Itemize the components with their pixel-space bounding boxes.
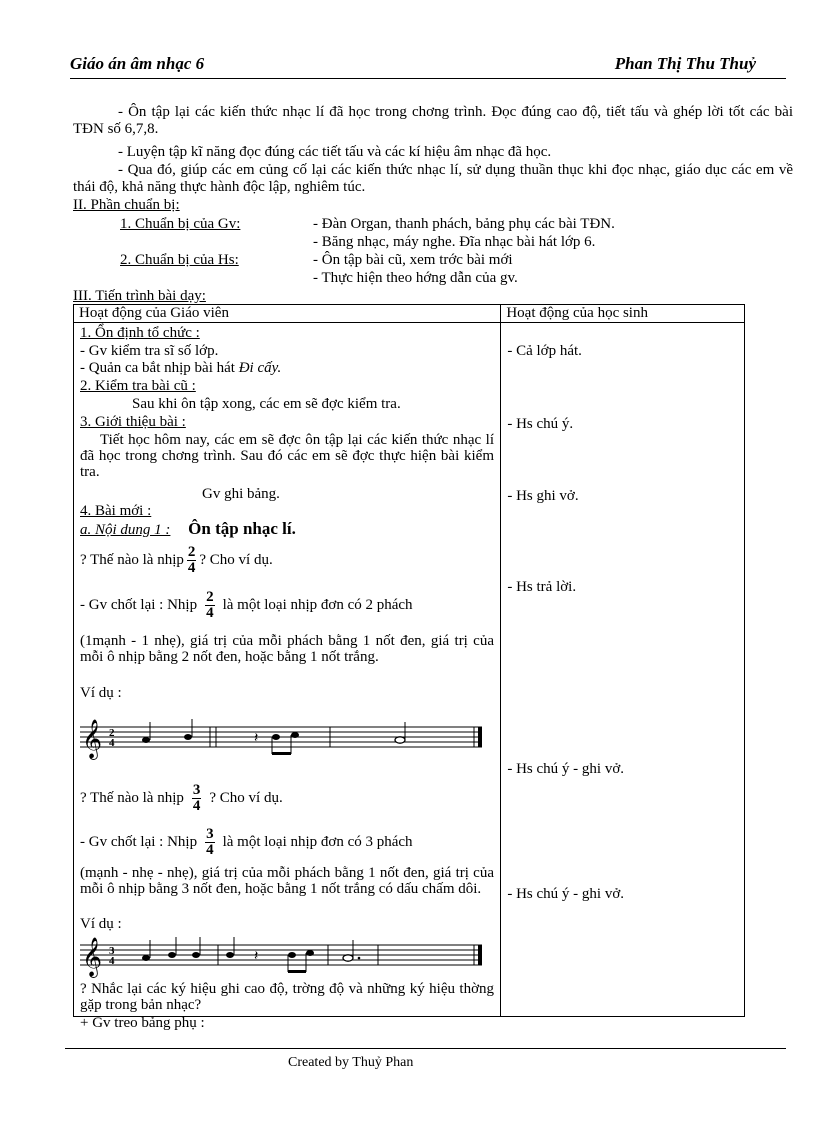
time-sig-3-4 (192, 783, 202, 814)
header-left: Giáo án âm nhạc 6 (70, 54, 205, 73)
time-sig-3-4 (205, 827, 215, 858)
s4-sub-label: a. Nội dung 1 : (80, 522, 171, 538)
s1-line-2-text: - Quản ca bắt nhịp bài hát (80, 360, 239, 376)
music-staff-3-4 (80, 927, 494, 983)
svg-text:4: 4 (109, 737, 115, 749)
time-sig-2-4 (187, 545, 197, 576)
student-note-6: - Hs chú ý - ghi vở. (507, 886, 625, 902)
frac-num: 2 (206, 589, 214, 605)
answer-2 (80, 827, 413, 858)
time-sig-2-4 (205, 590, 215, 621)
s1-line-1: - Gv kiểm tra sĩ số lớp. (80, 343, 219, 359)
teacher-column (74, 323, 501, 1031)
section-3-title: III. Tiến trình bài dạy: (73, 288, 206, 304)
student-note-5: - Hs chú ý - ghi vở. (507, 761, 625, 777)
frac-den: 4 (206, 605, 214, 621)
gv-prep-label: 1. Chuẩn bị của Gv: (120, 216, 241, 232)
frac-num: 2 (187, 544, 196, 560)
frac-num: 3 (206, 826, 214, 842)
gv-prep-item-1: - Đàn Organ, thanh phách, bảng phụ các bài TĐN. (313, 216, 615, 232)
a2-suffix: là một loại nhịp đơn có 3 phách (222, 833, 413, 850)
svg-text:2: 2 (109, 727, 115, 739)
music-staff-2-4 (80, 705, 494, 767)
hs-prep-label: 2. Chuẩn bị của Hs: (120, 252, 239, 268)
header-teacher: Hoạt động của Giáo viên (74, 305, 501, 323)
answer-1-cont: (1mạnh - 1 nhẹ), giá trị của mỗi phách bằng 1 nốt đen, giá trị của mỗi ô nhịp bằng 2 nốt đen, hoặc bằng 1 nốt trắng. (80, 633, 494, 665)
answer-2-cont: (mạnh - nhẹ - nhẹ), giá trị của mỗi phách bằng 1 nốt đen, giá trị của mỗi ô nhịp bằng 3 nốt đen, hoặc bằng 1 nốt trắng có dấu chấm dôi. (80, 865, 494, 897)
s4-sub (80, 520, 296, 539)
q2-text: ? Thế nào là nhịp (80, 789, 184, 806)
rest-icon: 𝄽 (254, 730, 259, 746)
footer-divider (65, 1048, 786, 1049)
intro-paragraph-3: - Qua đó, giúp các em củng cố lại các kiến thức nhạc lí, sử dụng thuần thục khi đọc nhạc, giáo dục các em về thái độ, khả năng thực hành độc lập, nghiêm túc. (73, 162, 793, 195)
svg-text:4: 4 (109, 955, 115, 967)
treble-clef-icon: 𝄞 (82, 719, 103, 759)
student-note-3: - Hs ghi vở. (507, 488, 579, 504)
rest-icon: 𝄽 (254, 948, 259, 964)
s4-sub-title: Ôn tập nhạc lí. (188, 519, 296, 538)
footer-text: Created by Thuỷ Phan (288, 1055, 414, 1070)
s1-line-2 (80, 360, 281, 377)
question-1 (80, 545, 273, 576)
frac-num: 3 (192, 782, 201, 798)
question-4: + Gv treo bảng phụ : (80, 1015, 205, 1031)
a1-text: - Gv chốt lại : Nhịp (80, 596, 198, 613)
question-2 (80, 783, 283, 814)
section-2-title: II. Phần chuẩn bị: (73, 197, 180, 213)
treble-clef-icon: 𝄞 (82, 937, 103, 977)
frac-den: 4 (192, 798, 201, 814)
intro-paragraph-2: - Luyện tập kĩ năng đọc đúng các tiết tấu và các kí hiệu âm nhạc đã học. (118, 144, 552, 160)
s4-title: 4. Bài mới : (80, 503, 152, 519)
svg-text:3: 3 (109, 945, 115, 957)
s3-title: 3. Giới thiệu bài : (80, 414, 186, 430)
q1-text: ? Thế nào là nhịp (80, 551, 184, 568)
song-title: Đi cấy. (238, 360, 282, 376)
vidu-2: Ví dụ : (80, 916, 122, 932)
vidu-1: Ví dụ : (80, 685, 122, 701)
s1-title: 1. Ổn định tổ chức : (80, 325, 200, 341)
s2-line-1: Sau khi ôn tập xong, các em sẽ đợc kiểm tra. (132, 396, 401, 412)
student-column (501, 323, 745, 1017)
q2-suffix: ? Cho ví dụ. (209, 789, 283, 806)
header-right: Phan Thị Thu Thuỷ (614, 54, 756, 73)
s3-paragraph: Tiết học hôm nay, các em sẽ đợc ôn tập lại các kiến thức nhạc lí đã học trong chơng trình. Sau đó các em sẽ đợc thực hiện bài kiểm tra. (80, 432, 494, 480)
hs-prep-item-1: - Ôn tập bài cũ, xem trớc bài mới (313, 252, 513, 268)
student-note-2: - Hs chú ý. (507, 416, 574, 432)
header-student: Hoạt động của học sinh (501, 305, 745, 323)
intro-paragraph-1: - Ôn tập lại các kiến thức nhạc lí đã học trong chơng trình. Đọc đúng cao độ, tiết tấu và ghép lời tốt các bài TĐN số 6,7,8. (73, 104, 793, 137)
student-note-4: - Hs trả lời. (507, 579, 577, 595)
frac-den: 4 (206, 842, 214, 858)
frac-den: 4 (187, 560, 196, 576)
q1-suffix: ? Cho ví dụ. (199, 551, 273, 568)
gv-prep-item-2: - Băng nhạc, máy nghe. Đĩa nhạc bài hát lớp 6. (313, 234, 596, 250)
s3-board: Gv ghi bảng. (202, 486, 280, 502)
question-3: ? Nhắc lại các ký hiệu ghi cao độ, trờng độ và những ký hiệu thờng gặp trong bản nhạc? (80, 981, 494, 1013)
a1-suffix: là một loại nhịp đơn có 2 phách (222, 596, 413, 613)
s2-title: 2. Kiểm tra bài cũ : (80, 378, 196, 394)
hs-prep-item-2: - Thực hiện theo hớng dẫn của gv. (313, 270, 518, 286)
page-header (70, 52, 786, 79)
a2-text: - Gv chốt lại : Nhịp (80, 833, 198, 850)
lesson-table (73, 304, 745, 1031)
student-note-1: - Cả lớp hát. (507, 343, 582, 359)
answer-1 (80, 590, 413, 621)
